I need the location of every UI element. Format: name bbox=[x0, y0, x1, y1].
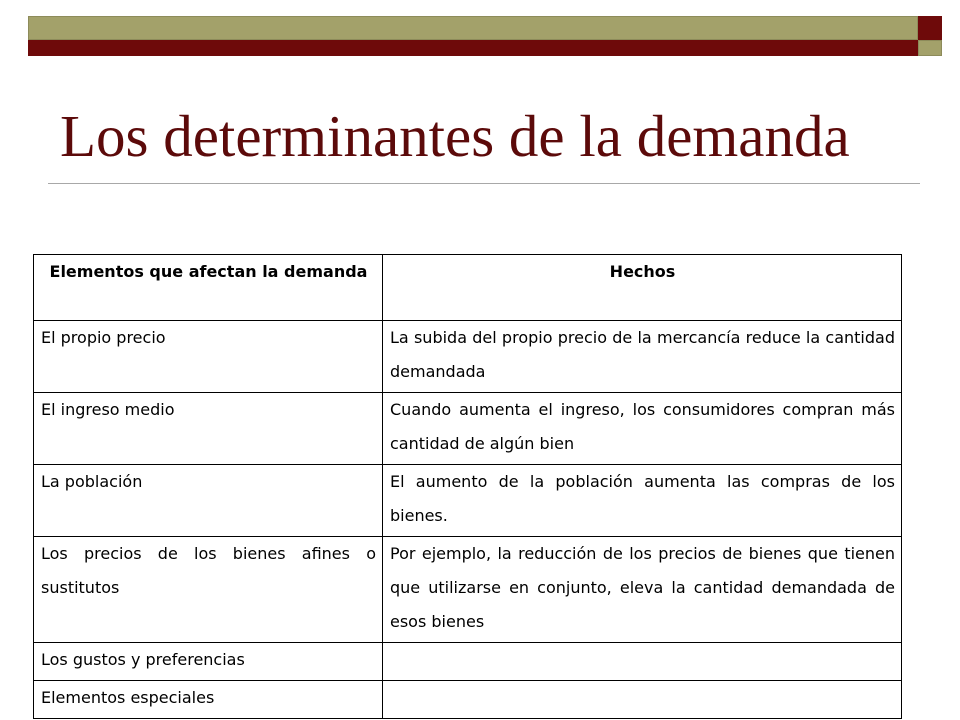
cell-hecho: La subida del propio precio de la mercancía reduce la cantidad demandada bbox=[383, 321, 902, 393]
header-hechos: Hechos bbox=[383, 255, 902, 321]
header-elementos: Elementos que afectan la demanda bbox=[34, 255, 383, 321]
slide-title: Los determinantes de la demanda bbox=[60, 103, 850, 169]
decor-square-maroon bbox=[918, 16, 942, 40]
decor-bar-maroon bbox=[28, 40, 918, 56]
cell-hecho: El aumento de la población aumenta las compras de los bienes. bbox=[383, 465, 902, 537]
cell-elemento: La población bbox=[34, 465, 383, 537]
table-row bbox=[34, 465, 902, 537]
cell-elemento: Los gustos y preferencias bbox=[34, 643, 383, 681]
table-row bbox=[34, 537, 902, 643]
cell-elemento: Los precios de los bienes afines o sustitutos bbox=[34, 537, 383, 643]
cell-elemento: El propio precio bbox=[34, 321, 383, 393]
cell-hecho: Cuando aumenta el ingreso, los consumidores compran más cantidad de algún bien bbox=[383, 393, 902, 465]
determinants-table bbox=[33, 254, 902, 719]
title-divider bbox=[48, 183, 920, 184]
cell-elemento: El ingreso medio bbox=[34, 393, 383, 465]
table-header-row bbox=[34, 255, 902, 321]
table-row bbox=[34, 393, 902, 465]
table-row bbox=[34, 643, 902, 681]
cell-hecho bbox=[383, 681, 902, 719]
cell-hecho: Por ejemplo, la reducción de los precios de bienes que tienen que utilizarse en conjunto, eleva la cantidad demandada de esos bienes bbox=[383, 537, 902, 643]
cell-hecho bbox=[383, 643, 902, 681]
decor-square-olive bbox=[918, 40, 942, 56]
decor-bar-olive bbox=[28, 16, 918, 40]
table-row bbox=[34, 321, 902, 393]
table-row bbox=[34, 681, 902, 719]
cell-elemento: Elementos especiales bbox=[34, 681, 383, 719]
